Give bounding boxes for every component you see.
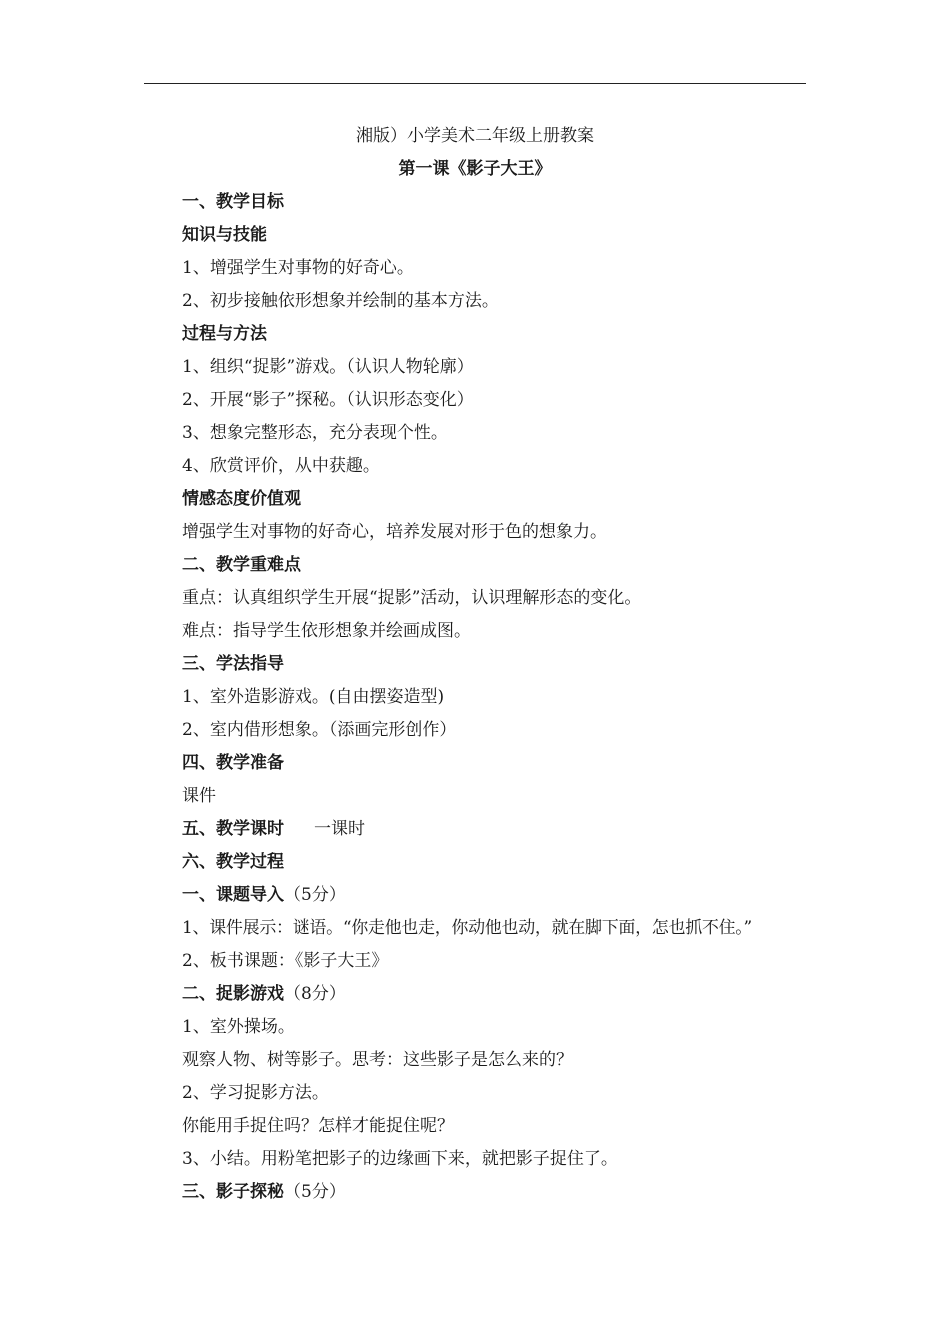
- list-item: 3、小结。用粉笔把影子的边缘画下来，就把影子捉住了。: [182, 1149, 618, 1169]
- hours-value: 一课时: [314, 819, 365, 839]
- paragraph: 难点：指导学生依形想象并绘画成图。: [182, 621, 471, 641]
- paragraph: 课件: [182, 786, 216, 806]
- lesson-title: 第一课《影子大王》: [398, 159, 552, 179]
- list-item: 2、初步接触依形想象并绘制的基本方法。: [182, 291, 499, 311]
- paragraph: 重点：认真组织学生开展“捉影”活动，认识理解形态的变化。: [182, 588, 642, 608]
- list-item: 你能用手捉住吗？怎样才能捉住呢？: [182, 1116, 454, 1136]
- subheading-process: 过程与方法: [182, 324, 267, 344]
- section-heading-methods: 三、学法指导: [182, 654, 284, 674]
- list-item: 1、课件展示：谜语。“你走他也走，你动他也动，就在脚下面，怎也抓不住。”: [182, 918, 752, 938]
- step-heading-row: [182, 978, 832, 1011]
- paragraph: 增强学生对事物的好奇心，培养发展对形于色的想象力。: [182, 522, 607, 542]
- header-rule: [144, 83, 806, 84]
- step-heading-intro: 一、课题导入: [182, 885, 284, 905]
- list-item: 1、室外操场。: [182, 1017, 295, 1037]
- step-time: （5分）: [284, 1182, 346, 1202]
- section-heading-prep: 四、教学准备: [182, 753, 284, 773]
- list-item: 1、增强学生对事物的好奇心。: [182, 258, 414, 278]
- list-item: 观察人物、树等影子。思考：这些影子是怎么来的？: [182, 1050, 573, 1070]
- hours-row: [182, 813, 832, 846]
- list-item: 1、组织“捉影”游戏。（认识人物轮廓）: [182, 357, 474, 377]
- step-heading-row: [182, 1176, 832, 1209]
- subheading-knowledge: 知识与技能: [182, 225, 267, 245]
- list-item: 2、室内借形想象。（添画完形创作）: [182, 720, 457, 740]
- step-heading-explore: 三、影子探秘: [182, 1182, 284, 1202]
- list-item: 3、想象完整形态，充分表现个性。: [182, 423, 448, 443]
- list-item: 2、开展“影子”探秘。（认识形态变化）: [182, 390, 474, 410]
- step-time: （5分）: [284, 885, 346, 905]
- section-heading-process: 六、教学过程: [182, 852, 284, 872]
- section-heading-hours: 五、教学课时: [182, 819, 284, 839]
- step-heading-row: [182, 879, 832, 912]
- document-title: 湘版）小学美术二年级上册教案: [356, 126, 594, 146]
- list-item: 2、学习捉影方法。: [182, 1083, 329, 1103]
- list-item: 2、板书课题：《影子大王》: [182, 951, 389, 971]
- list-item: 1、室外造影游戏。(自由摆姿造型): [182, 687, 445, 707]
- subheading-emotion: 情感态度价值观: [182, 489, 301, 509]
- lesson-plan: [182, 120, 832, 1209]
- step-time: （8分）: [284, 984, 346, 1004]
- step-heading-game: 二、捉影游戏: [182, 984, 284, 1004]
- section-heading-goals: 一、教学目标: [182, 192, 284, 212]
- section-heading-key-points: 二、教学重难点: [182, 555, 301, 575]
- list-item: 4、欣赏评价，从中获趣。: [182, 456, 380, 476]
